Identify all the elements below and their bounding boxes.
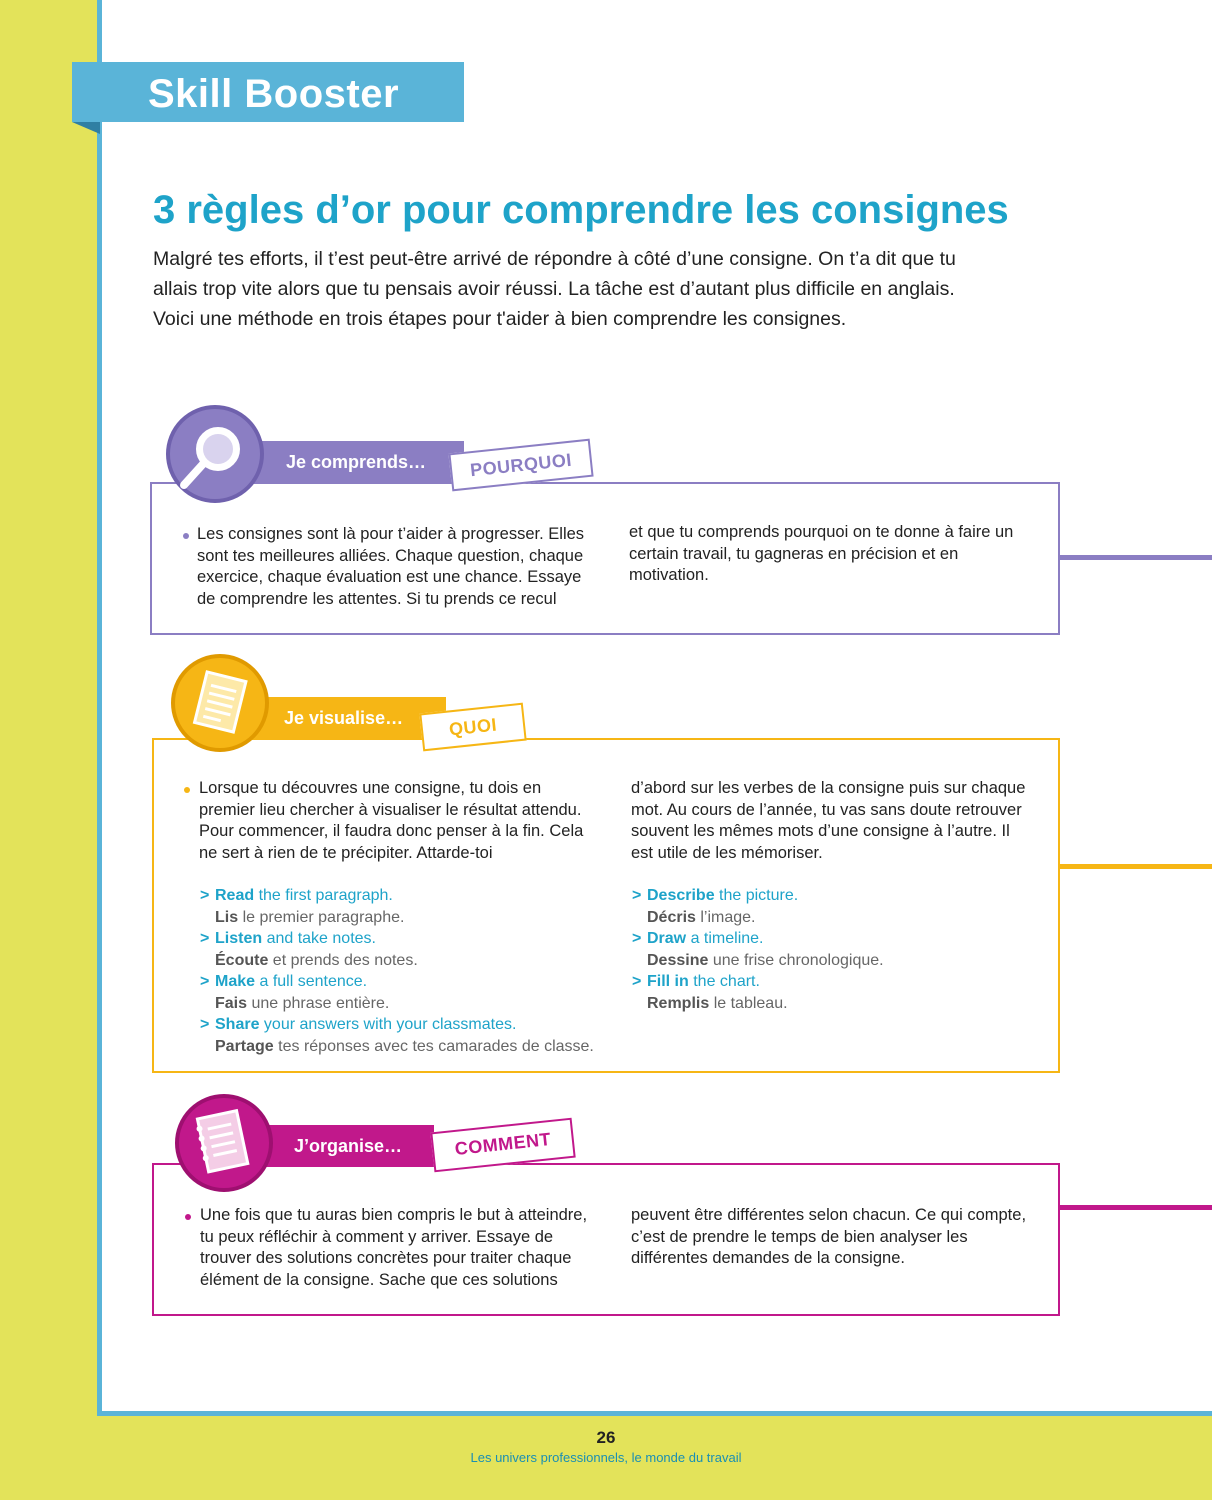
french-verb: Écoute: [215, 951, 269, 969]
section-tag: POURQUOI: [448, 439, 593, 492]
french-rest: l’image.: [695, 908, 756, 926]
section-tag: QUOI: [419, 703, 526, 752]
section-text-right: [629, 522, 1032, 587]
english-verb: Listen: [215, 930, 263, 947]
french-verb: Décris: [647, 908, 696, 926]
french-rest: et prends des notes.: [268, 951, 418, 969]
list-item: > Describe the picture. Décris l’image.: [632, 887, 799, 926]
list-item: > Make a full sentence. Fais une phrase entière.: [200, 973, 390, 1012]
bullet-dot: [185, 1214, 191, 1220]
french-rest: une frise chronologique.: [708, 951, 884, 969]
section-connector-line: [1058, 864, 1212, 869]
example-list-right: [632, 885, 884, 1014]
english-rest: the first paragraph.: [254, 887, 393, 904]
banner-label: Skill Booster: [148, 72, 400, 116]
document-icon: [171, 654, 269, 752]
list-item: > Read the first paragraph. Lis le premier paragraphe.: [200, 887, 405, 926]
section-heading: Je comprends…: [286, 452, 427, 472]
section-text-left: [199, 778, 599, 864]
bullet-dot: [184, 787, 190, 793]
banner-fold: [72, 122, 100, 134]
english-verb: Make: [215, 973, 256, 990]
english-rest: your answers with your classmates.: [259, 1016, 517, 1033]
section-text-left: [197, 524, 599, 610]
intro-paragraph: Malgré tes efforts, il t’est peut-être arrivé de répondre à côté d’une consigne. On t’a dit que tu allais trop vite alors que tu pensais avoir réussi. La tâche est d’autant plus difficile en anglais. Voici une méthode en trois étapes pour t'aider à bien comprendre les consignes.: [153, 248, 956, 330]
french-verb: Partage: [215, 1037, 274, 1055]
list-item: > Share your answers with your classmates. Partage tes réponses avec tes camarades de classe.: [200, 1016, 594, 1055]
french-rest: tes réponses avec tes camarades de classe.: [273, 1037, 594, 1055]
section-text-right: [631, 1205, 1031, 1270]
list-item: > Listen and take notes. Écoute et prends des notes.: [200, 930, 418, 969]
french-verb: Lis: [215, 908, 239, 926]
english-verb: Read: [215, 887, 255, 904]
section-text: Lorsque tu découvres une consigne, tu dois en premier lieu chercher à visualiser le résultat attendu. Pour commencer, il faudra donc penser à la fin. Cela ne sert à rien de te précipiter. Attarde-toi: [199, 779, 584, 862]
section-connector-line: [1058, 555, 1212, 560]
example-list-left: [200, 885, 594, 1057]
english-rest: the chart.: [688, 973, 760, 990]
section-text: peuvent être différentes selon chacun. Ce qui compte, c’est de prendre le temps de bien analyser les différentes demandes de la consigne.: [631, 1206, 1027, 1267]
bullet-dot: [183, 533, 189, 539]
english-rest: a full sentence.: [255, 973, 368, 990]
english-rest: a timeline.: [686, 930, 764, 947]
page-number: 26: [596, 1428, 616, 1447]
section-tag: COMMENT: [430, 1118, 575, 1173]
section-text: d’abord sur les verbes de la consigne puis sur chaque mot. Au cours de l’année, tu vas sans doute retrouver souvent les mêmes mots d’une consigne à l’autre. Il est utile de les mémoriser.: [631, 779, 1026, 862]
page-title: 3 règles d’or pour comprendre les consignes: [153, 188, 1009, 232]
list-item: > Fill in the chart. Remplis le tableau.: [632, 973, 788, 1012]
french-verb: Dessine: [647, 951, 709, 969]
magnifier-icon: [166, 405, 264, 503]
english-verb: Draw: [647, 930, 687, 947]
english-verb: Share: [215, 1016, 260, 1033]
french-verb: Fais: [215, 994, 248, 1012]
english-verb: Fill in: [647, 973, 689, 990]
french-rest: le tableau.: [709, 994, 788, 1012]
section-text-right: [631, 778, 1036, 864]
footer-subtitle: Les univers professionnels, le monde du travail: [470, 1450, 742, 1465]
english-rest: the picture.: [714, 887, 799, 904]
english-rest: and take notes.: [262, 930, 376, 947]
section-heading: Je visualise…: [284, 708, 404, 728]
section-text: et que tu comprends pourquoi on te donne à faire un certain travail, tu gagneras en précision et en motivation.: [629, 523, 1014, 584]
section-text-left: [200, 1205, 600, 1291]
english-verb: Describe: [647, 887, 715, 904]
french-rest: le premier paragraphe.: [238, 908, 405, 926]
section-text: Les consignes sont là pour t’aider à progresser. Elles sont tes meilleures alliées. Chaque question, chaque exercice, chaque évaluation est une chance. Essaye de comprendre les attentes. Si tu prends ce recul: [197, 525, 585, 608]
section-connector-line: [1058, 1205, 1212, 1210]
french-rest: une phrase entière.: [247, 994, 390, 1012]
french-verb: Remplis: [647, 994, 710, 1012]
checklist-icon: [175, 1094, 273, 1192]
section-text: Une fois que tu auras bien compris le but à atteindre, tu peux réfléchir à comment y arriver. Essaye de trouver des solutions concrètes pour traiter chaque élément de la consigne. Sache que ces solutions: [200, 1206, 588, 1289]
section-heading: J’organise…: [294, 1136, 403, 1156]
list-item: > Draw a timeline. Dessine une frise chronologique.: [632, 930, 884, 969]
